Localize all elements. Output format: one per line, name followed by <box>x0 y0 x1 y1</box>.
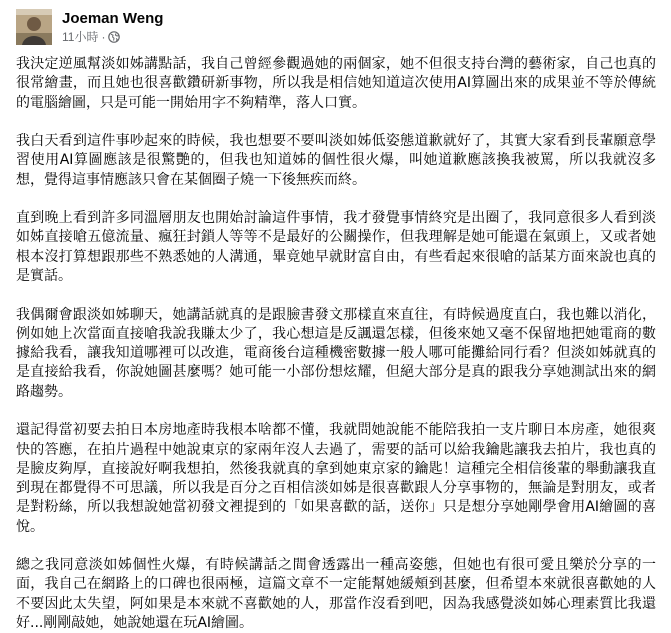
author-avatar[interactable] <box>16 9 52 45</box>
author-name[interactable]: Joeman Weng <box>62 10 164 27</box>
post-paragraph: 直到晚上看到許多同溫層朋友也開始討論這件事情，我才發覺事情終究是出圈了，我同意很多人看到淡如姊直接嗆五億流量、瘋狂封鎖人等等不是最好的公關操作，但我理解是她可能還在氣頭上，又或者她根本沒打算想跟那些不熟悉她的人溝通，畢竟她早就財富自由，有些看起來很嗆的話某方面來說也真的是實話。 <box>16 210 656 285</box>
post-meta <box>62 9 163 45</box>
post-body <box>16 55 656 633</box>
post-header <box>16 7 163 47</box>
post-paragraph: 我偶爾會跟淡如姊聊天，她講話就真的是跟臉書發文那樣直來直往，有時候過度直白，我也難以消化，例如她上次當面直接嗆我說我賺太少了，我心想這是反諷還怎樣，但後來她又毫不保留地把她電商的數據給我看，讓我知道哪裡可以改進，電商後台這種機密數據一般人哪可能攤給同行看？但淡如姊就真的是直接給我看，你說她圖甚麼嗎？她可能一小部份想炫耀，但絕大部分是真的跟我分享她測試出來的網路趨勢。 <box>16 306 656 400</box>
post-paragraph: 還記得當初要去拍日本房地產時我根本啥都不懂，我就問她說能不能陪我拍一支片聊日本房產，她很爽快的答應，在拍片過程中她說東京的家兩年沒人去過了，需要的話可以給我鑰匙讓我去拍片，我也真的是臉皮夠厚，直接說好啊我想拍，然後我就真的拿到她東京家的鑰匙！這種完全相信後輩的舉動讓我直到現在都覺得不可思議，所以我是百分之百相信淡如姊是很喜歡跟人分享事物的，無論是對朋友，或者是對粉絲，所以我想說她當初發文裡提到的「如果喜歡的話，送你」只是想分享她剛學會用AI繪圖的喜悅。 <box>16 422 656 535</box>
separator-dot: · <box>101 30 106 44</box>
post-paragraph: 總之我同意淡如姊個性火爆，有時候講話之間會透露出一種高姿態，但她也有很可愛且樂於分享的一面，我自己在網路上的口碑也很兩極，這篇文章不一定能幫她緩頰到甚麼，但希望本來就很喜歡她的人不要因此太失望，阿如果是本來就不喜歡她的人，那當作沒看到吧，因為我感覺淡如姊心理素質比我還好...剛剛敲她，她說她還在玩AI繪圖。 <box>16 557 656 632</box>
post-subline <box>62 29 163 45</box>
post-paragraph: 我白天看到這件事吵起來的時候，我也想要不要叫淡如姊低姿態道歉就好了，其實大家看到長輩願意學習使用AI算圖應該是很驚艷的，但我也知道姊的個性很火爆，叫她道歉應該換我被罵，所以我就沒多想，覺得這事情應該只會在某個圈子燒一下後無疾而終。 <box>16 133 656 188</box>
post-paragraph: 我決定逆風幫淡如姊講點話，我自己曾經參觀過她的兩個家，她不但很支持台灣的藝術家，自己也真的很常繪畫，而且她也很喜歡鑽研新事物，所以我是相信她知道這次使用AI算圖出來的成果並不等於傳統的電腦繪圖，只是可能一開始用字不夠精準，落人口實。 <box>16 56 656 111</box>
avatar-photo <box>16 9 52 45</box>
post-timestamp[interactable]: 11小時 <box>62 30 99 44</box>
globe-icon[interactable] <box>108 31 120 43</box>
